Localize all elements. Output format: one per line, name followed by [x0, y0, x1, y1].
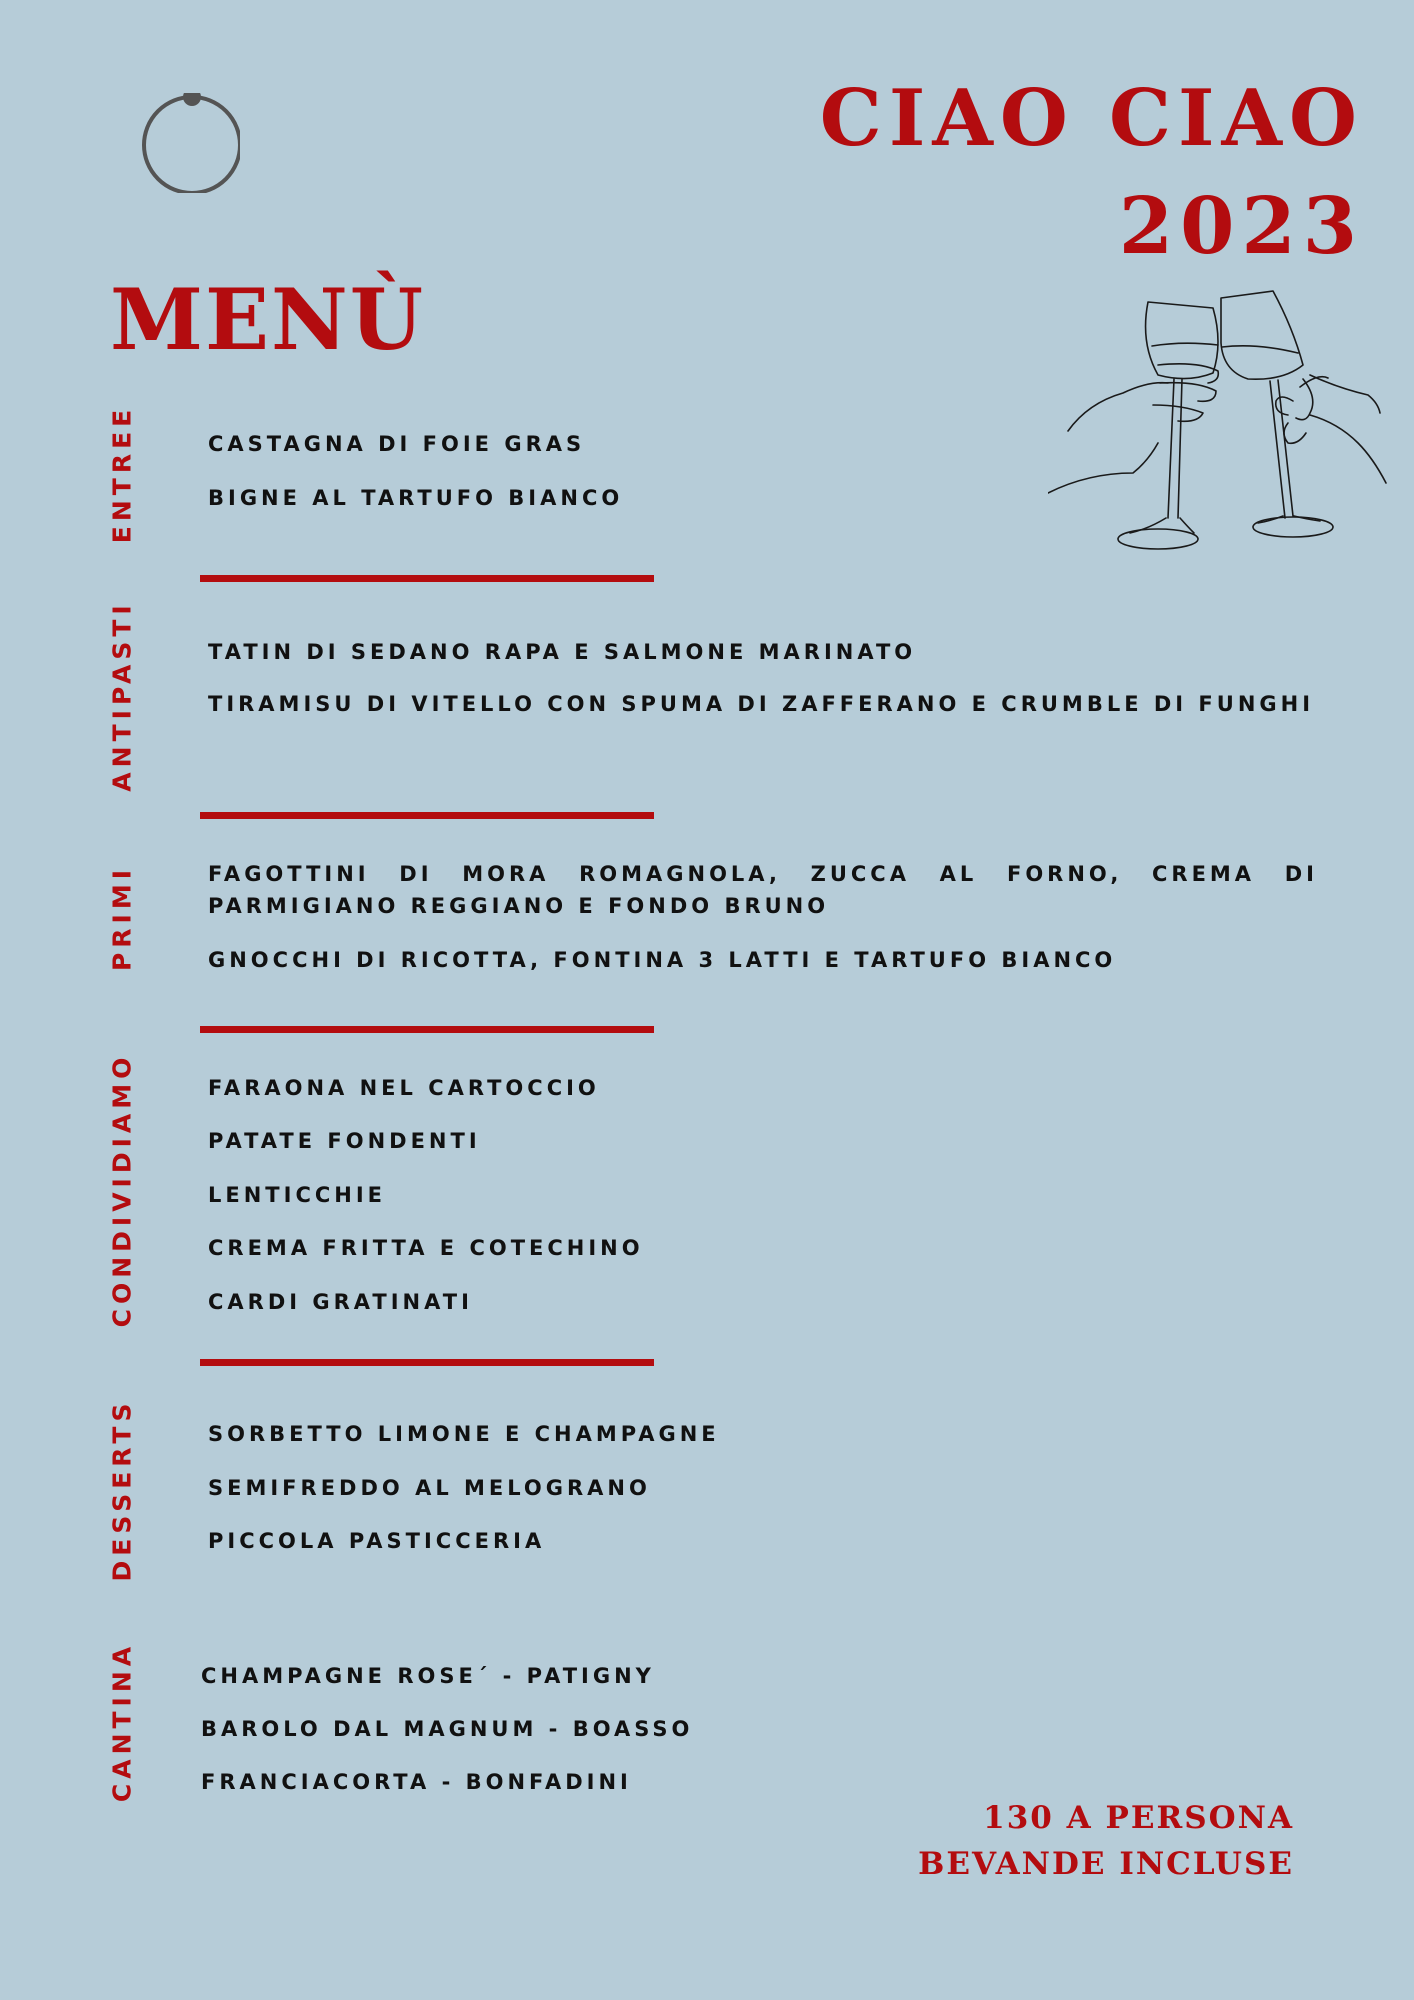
section-divider	[200, 575, 654, 582]
menu-item: LENTICCHIE	[208, 1183, 386, 1207]
menu-item: TIRAMISU DI VITELLO CON SPUMA DI ZAFFERANO E CRUMBLE DI FUNGHI	[208, 692, 1315, 716]
section-label-entree: ENTREE	[107, 404, 137, 544]
menu-heading: MENÙ	[110, 270, 426, 369]
menu-item: GNOCCHI DI RICOTTA, FONTINA 3 LATTI E TARTUFO BIANCO	[208, 948, 1117, 972]
section-label-cantina: CANTINA	[107, 1641, 137, 1803]
menu-item: PICCOLA PASTICCERIA	[208, 1529, 546, 1553]
menu-item: FAGOTTINI DI MORA ROMAGNOLA, ZUCCA AL FORNO, CREMA DI PARMIGIANO REGGIANO E FONDO BRUNO	[208, 862, 1318, 918]
menu-item: CASTAGNA DI FOIE GRAS	[208, 432, 586, 456]
hanging-ring-icon	[140, 93, 240, 193]
menu-item: CARDI GRATINATI	[208, 1290, 473, 1314]
price-per-person: 130 A PERSONA	[983, 1800, 1294, 1836]
menu-item: FRANCIACORTA - BONFADINI	[201, 1770, 632, 1794]
section-label-desserts: DESSERTS	[107, 1398, 137, 1582]
menu-item: FARAONA NEL CARTOCCIO	[208, 1076, 600, 1100]
menu-item: PATATE FONDENTI	[208, 1129, 481, 1153]
menu-item: BIGNE AL TARTUFO BIANCO	[208, 486, 624, 510]
section-label-primi: PRIMI	[107, 864, 137, 972]
event-title: CIAO CIAO	[819, 73, 1364, 164]
menu-item: SEMIFREDDO AL MELOGRANO	[208, 1476, 651, 1500]
menu-item: BAROLO DAL MAGNUM - BOASSO	[201, 1717, 694, 1741]
menu-item: SORBETTO LIMONE E CHAMPAGNE	[208, 1422, 720, 1446]
drinks-included-note: BEVANDE INCLUSE	[918, 1846, 1294, 1882]
section-divider	[200, 1359, 654, 1366]
section-divider	[200, 812, 654, 819]
menu-item: CHAMPAGNE ROSE´ - PATIGNY	[201, 1664, 655, 1688]
menu-item: CREMA FRITTA E COTECHINO	[208, 1236, 644, 1260]
section-label-condividiamo: CONDIVIDIAMO	[107, 1052, 137, 1328]
event-year: 2023	[1118, 181, 1364, 272]
section-label-antipasti: ANTIPASTI	[107, 600, 137, 792]
section-divider	[200, 1026, 654, 1033]
menu-item: TATIN DI SEDANO RAPA E SALMONE MARINATO	[208, 640, 917, 664]
